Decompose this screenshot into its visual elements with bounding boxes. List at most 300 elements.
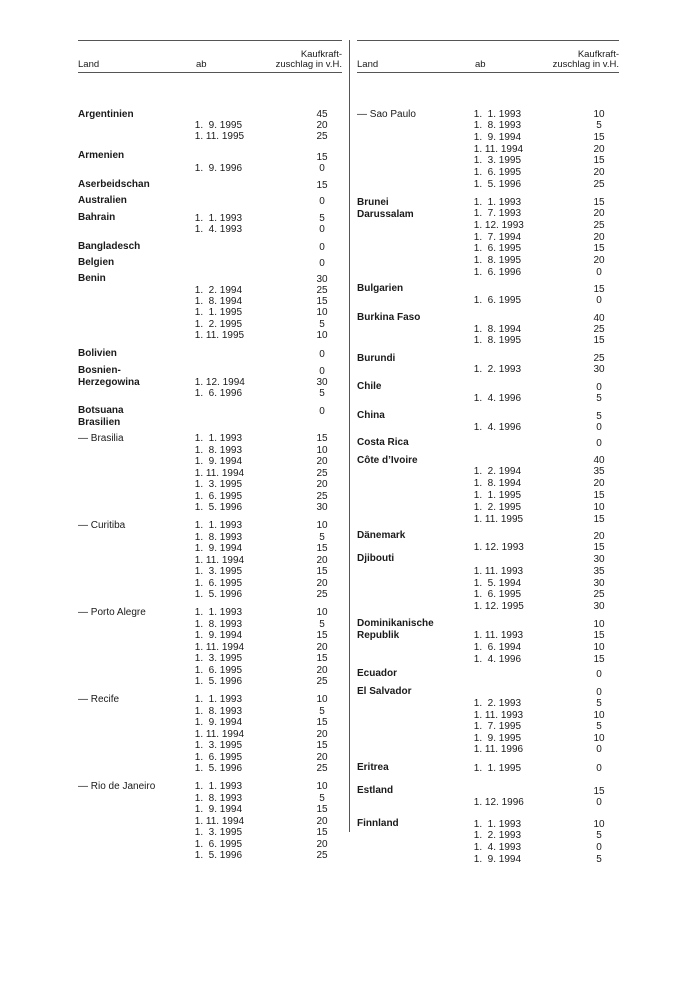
date-cell: 1. 2. 1993 (471, 830, 522, 841)
value-cell: 15 (593, 514, 605, 525)
date-cell: 1. 5. 1996 (471, 179, 522, 190)
value-cell: 30 (593, 364, 605, 375)
table-row (78, 804, 342, 815)
value-cell: 10 (593, 819, 605, 830)
table-row (357, 619, 619, 630)
value-cell: 20 (316, 555, 328, 566)
table-row (357, 208, 619, 219)
table-row (357, 179, 619, 190)
value-cell: 20 (316, 839, 328, 850)
date-cell: 1. 11. 1993 (471, 710, 524, 721)
date-cell: 1. 5. 1994 (471, 578, 522, 589)
table-row (357, 422, 619, 433)
date-cell: 1. 4. 1993 (471, 842, 522, 853)
value-cell: 15 (316, 804, 328, 815)
value-cell: 15 (316, 717, 328, 728)
country-name: El Salvador (357, 686, 412, 697)
table-row (78, 131, 342, 142)
date-cell: 1. 1. 1995 (471, 763, 522, 774)
date-cell: 1. 9. 1994 (192, 543, 243, 554)
table-row (78, 152, 342, 163)
table-row (357, 255, 619, 266)
date-cell: 1. 4. 1996 (471, 393, 522, 404)
table-row (357, 710, 619, 721)
value-cell: 20 (593, 144, 605, 155)
value-cell: 10 (316, 607, 328, 618)
table-row (78, 642, 342, 653)
table-row (357, 542, 619, 553)
value-cell: 10 (593, 109, 605, 120)
value-cell: 20 (316, 120, 328, 131)
date-cell: 1. 9. 1994 (471, 854, 522, 865)
value-cell: 5 (319, 388, 325, 399)
table-row (78, 349, 342, 360)
value-cell: 40 (593, 313, 605, 324)
header-land: Land (357, 59, 379, 70)
date-cell: 1. 6. 1995 (192, 491, 243, 502)
value-cell: 25 (593, 220, 605, 231)
value-cell: 35 (593, 566, 605, 577)
table-row (357, 763, 619, 774)
header-ab: ab (196, 59, 207, 70)
value-cell: 30 (316, 377, 328, 388)
header-land: Land (78, 59, 100, 70)
value-cell: 0 (596, 267, 602, 278)
value-cell: 10 (593, 642, 605, 653)
table-row (78, 224, 342, 235)
date-cell: 1. 3. 1995 (192, 653, 243, 664)
value-cell: 25 (316, 468, 328, 479)
country-name: — Rio de Janeiro (78, 781, 156, 792)
table-row (78, 630, 342, 641)
table-row (78, 456, 342, 467)
value-cell: 15 (593, 284, 605, 295)
value-cell: 0 (319, 406, 325, 417)
table-row (357, 411, 619, 422)
date-cell: 1. 1. 1993 (471, 819, 522, 830)
table-row (78, 406, 342, 417)
date-cell: 1. 11. 1994 (471, 144, 524, 155)
table-row (357, 313, 619, 324)
table-row (357, 295, 619, 306)
table-row (78, 366, 342, 377)
country-name: Bolivien (78, 348, 117, 359)
date-cell: 1. 5. 1996 (192, 763, 243, 774)
value-cell: 0 (319, 196, 325, 207)
value-cell: 20 (316, 752, 328, 763)
value-cell: 5 (319, 793, 325, 804)
table-row (78, 258, 342, 269)
date-cell: 1. 3. 1995 (192, 566, 243, 577)
value-cell: 20 (593, 531, 605, 542)
table-row (357, 478, 619, 489)
table-row (357, 284, 619, 295)
value-cell: 15 (593, 155, 605, 166)
table-row (78, 532, 342, 543)
table-row (357, 490, 619, 501)
value-cell: 5 (319, 532, 325, 543)
table-row (357, 243, 619, 254)
date-cell: 1. 4. 1996 (471, 654, 522, 665)
table-row (357, 220, 619, 231)
date-cell: 1. 6. 1996 (471, 267, 522, 278)
date-cell: 1. 1. 1993 (192, 607, 243, 618)
value-cell: 15 (593, 654, 605, 665)
table-row (78, 120, 342, 131)
value-cell: 5 (596, 393, 602, 404)
date-cell: 1. 5. 1996 (192, 676, 243, 687)
value-cell: 15 (593, 243, 605, 254)
country-name: — Recife (78, 694, 120, 705)
table-row (78, 330, 342, 341)
value-cell: 0 (319, 349, 325, 360)
table-row (78, 653, 342, 664)
table-row (357, 393, 619, 404)
value-cell: 5 (596, 854, 602, 865)
value-cell: 20 (316, 456, 328, 467)
date-cell: 1. 8. 1994 (192, 296, 243, 307)
date-cell: 1. 7. 1995 (471, 721, 522, 732)
date-cell: 1. 11. 1995 (192, 131, 245, 142)
table-row (78, 763, 342, 774)
value-cell: 20 (593, 232, 605, 243)
right-column (357, 40, 619, 865)
country-name: Australien (78, 195, 127, 206)
country-name: — Porto Alegre (78, 607, 146, 618)
table-row (357, 502, 619, 513)
table-row (357, 744, 619, 755)
country-name: Burundi (357, 353, 396, 364)
table-row (357, 642, 619, 653)
table-row (78, 589, 342, 600)
table-row (357, 109, 619, 120)
table-row (78, 578, 342, 589)
date-cell: 1. 9. 1994 (192, 804, 243, 815)
left-column (78, 40, 342, 861)
date-cell: 1. 12. 1995 (471, 601, 524, 612)
date-cell: 1. 3. 1995 (471, 155, 522, 166)
value-cell: 25 (316, 285, 328, 296)
date-cell: 1. 11. 1994 (192, 729, 245, 740)
country-name: — Brasilia (78, 433, 124, 444)
date-cell: 1. 1. 1995 (192, 307, 243, 318)
value-cell: 0 (596, 842, 602, 853)
date-cell: 1. 1. 1993 (471, 109, 522, 120)
table-row (357, 353, 619, 364)
value-cell: 40 (593, 455, 605, 466)
country-name: Dänemark (357, 530, 406, 541)
country-name: — Sao Paulo (357, 109, 416, 120)
table-row (78, 717, 342, 728)
date-cell: 1. 9. 1995 (192, 120, 243, 131)
value-cell: 15 (593, 335, 605, 346)
table-row (357, 566, 619, 577)
table-row (357, 531, 619, 542)
value-cell: 0 (596, 797, 602, 808)
date-cell: 1. 9. 1994 (192, 630, 243, 641)
table-row (78, 377, 342, 388)
value-cell: 15 (593, 197, 605, 208)
value-cell: 5 (596, 120, 602, 131)
country-name: Brunei Darussalam (357, 197, 414, 220)
date-cell: 1. 11. 1994 (192, 555, 245, 566)
table-row (78, 196, 342, 207)
date-cell: 1. 12. 1996 (471, 797, 524, 808)
table-row (357, 132, 619, 143)
table-row (357, 554, 619, 565)
date-cell: 1. 11. 1993 (471, 566, 524, 577)
country-name: Ecuador (357, 668, 398, 679)
value-cell: 20 (593, 478, 605, 489)
value-cell: 0 (319, 163, 325, 174)
date-cell: 1. 8. 1995 (471, 255, 522, 266)
value-cell: 10 (316, 307, 328, 318)
value-cell: 25 (316, 491, 328, 502)
header-ab: ab (475, 59, 486, 70)
date-cell: 1. 8. 1993 (471, 120, 522, 131)
table-row (357, 155, 619, 166)
table-row (78, 665, 342, 676)
date-cell: 1. 11. 1994 (192, 642, 245, 653)
country-name: Aserbeidschan (78, 179, 150, 190)
table-row (78, 781, 342, 792)
table-row (357, 438, 619, 449)
value-cell: 0 (319, 242, 325, 253)
table-row (78, 729, 342, 740)
value-cell: 25 (316, 763, 328, 774)
country-name: Côte d’Ivoire (357, 455, 418, 466)
date-cell: 1. 9. 1995 (471, 733, 522, 744)
table-row (78, 839, 342, 850)
value-cell: 15 (593, 630, 605, 641)
date-cell: 1. 6. 1994 (471, 642, 522, 653)
value-cell: 0 (596, 763, 602, 774)
value-cell: 10 (316, 781, 328, 792)
date-cell: 1. 2. 1993 (471, 698, 522, 709)
value-cell: 0 (596, 744, 602, 755)
value-cell: 5 (596, 411, 602, 422)
table-row (357, 797, 619, 808)
country-name: Djibouti (357, 553, 395, 564)
value-cell: 25 (593, 589, 605, 600)
date-cell: 1. 1. 1995 (471, 490, 522, 501)
date-cell: 1. 11. 1995 (192, 330, 245, 341)
table-row (357, 654, 619, 665)
value-cell: 15 (316, 566, 328, 577)
table-row (78, 433, 342, 444)
value-cell: 25 (593, 324, 605, 335)
table-row (78, 388, 342, 399)
country-name: Bangladesch (78, 241, 141, 252)
table-row (78, 445, 342, 456)
value-cell: 15 (593, 132, 605, 143)
date-cell: 1. 8. 1994 (471, 324, 522, 335)
value-cell: 15 (316, 653, 328, 664)
table-row (357, 830, 619, 841)
value-cell: 10 (316, 330, 328, 341)
table-row (78, 676, 342, 687)
date-cell: 1. 6. 1995 (471, 243, 522, 254)
table-row (78, 109, 342, 120)
table-row (78, 793, 342, 804)
table-row (78, 296, 342, 307)
date-cell: 1. 8. 1993 (192, 619, 243, 630)
value-cell: 10 (316, 445, 328, 456)
date-cell: 1. 6. 1995 (471, 295, 522, 306)
table-row (357, 698, 619, 709)
table-row (78, 520, 342, 531)
value-cell: 0 (596, 438, 602, 449)
table-row (78, 213, 342, 224)
table-row (357, 335, 619, 346)
date-cell: 1. 5. 1996 (192, 502, 243, 513)
date-cell: 1. 4. 1993 (192, 224, 243, 235)
value-cell: 15 (316, 827, 328, 838)
date-cell: 1. 6. 1996 (192, 388, 243, 399)
value-cell: 20 (316, 642, 328, 653)
table-row (78, 740, 342, 751)
date-cell: 1. 8. 1993 (192, 532, 243, 543)
table-row (78, 319, 342, 330)
value-cell: 45 (316, 109, 328, 120)
table-row (357, 842, 619, 853)
value-cell: 10 (316, 694, 328, 705)
value-cell: 30 (593, 578, 605, 589)
value-cell: 5 (319, 213, 325, 224)
table-row (78, 706, 342, 717)
table-row (357, 364, 619, 375)
date-cell: 1. 11. 1996 (471, 744, 524, 755)
value-cell: 0 (596, 422, 602, 433)
value-cell: 15 (316, 740, 328, 751)
date-cell: 1. 3. 1995 (192, 740, 243, 751)
date-cell: 1. 9. 1994 (192, 456, 243, 467)
table-row (78, 468, 342, 479)
date-cell: 1. 2. 1994 (471, 466, 522, 477)
date-cell: 1. 12. 1994 (192, 377, 245, 388)
table-row (78, 491, 342, 502)
date-cell: 1. 9. 1994 (471, 132, 522, 143)
value-cell: 25 (593, 179, 605, 190)
table-row (357, 721, 619, 732)
table-row (78, 180, 342, 191)
date-cell: 1. 1. 1993 (192, 433, 243, 444)
value-cell: 20 (593, 167, 605, 178)
table-row (357, 854, 619, 865)
date-cell: 1. 6. 1995 (471, 167, 522, 178)
date-cell: 1. 1. 1993 (192, 694, 243, 705)
date-cell: 1. 9. 1996 (192, 163, 243, 174)
table-row (357, 514, 619, 525)
value-cell: 25 (593, 353, 605, 364)
value-cell: 15 (593, 786, 605, 797)
date-cell: 1. 6. 1995 (192, 578, 243, 589)
table-row (357, 578, 619, 589)
value-cell: 5 (319, 619, 325, 630)
value-cell: 20 (316, 729, 328, 740)
date-cell: 1. 11. 1993 (471, 630, 524, 641)
date-cell: 1. 6. 1995 (471, 589, 522, 600)
value-cell: 5 (319, 319, 325, 330)
table-header (78, 41, 342, 73)
table-header (357, 41, 619, 73)
value-cell: 30 (316, 274, 328, 285)
date-cell: 1. 2. 1995 (192, 319, 243, 330)
value-cell: 10 (593, 710, 605, 721)
value-cell: 0 (596, 669, 602, 680)
value-cell: 0 (319, 366, 325, 377)
country-name: Bulgarien (357, 283, 404, 294)
value-cell: 15 (316, 630, 328, 641)
header-zuschlag: Kaufkraft- zuschlag in v.H. (552, 49, 619, 70)
table-row (78, 285, 342, 296)
date-cell: 1. 8. 1993 (192, 793, 243, 804)
value-cell: 15 (316, 180, 328, 191)
table-row (78, 619, 342, 630)
value-cell: 10 (593, 502, 605, 513)
table-row (78, 307, 342, 318)
value-cell: 0 (596, 687, 602, 698)
country-name: Argentinien (78, 109, 134, 120)
table-row (357, 120, 619, 131)
table-row (357, 167, 619, 178)
value-cell: 0 (319, 258, 325, 269)
value-cell: 15 (316, 543, 328, 554)
country-name: Bahrain (78, 212, 116, 223)
value-cell: 10 (593, 619, 605, 630)
date-cell: 1. 1. 1993 (192, 520, 243, 531)
table-row (78, 543, 342, 554)
value-cell: 15 (593, 490, 605, 501)
value-cell: 15 (316, 433, 328, 444)
table-row (357, 267, 619, 278)
table-row (357, 144, 619, 155)
table-row (357, 786, 619, 797)
table-row (357, 733, 619, 744)
value-cell: 5 (596, 830, 602, 841)
date-cell: 1. 8. 1993 (192, 445, 243, 456)
date-cell: 1. 6. 1995 (192, 665, 243, 676)
value-cell: 15 (316, 296, 328, 307)
country-name: Belgien (78, 257, 115, 268)
date-cell: 1. 1. 1993 (471, 197, 522, 208)
country-name: Dominikanische Republik (357, 618, 434, 641)
date-cell: 1. 5. 1996 (192, 850, 243, 861)
date-cell: 1. 11. 1994 (192, 816, 245, 827)
value-cell: 25 (316, 850, 328, 861)
date-cell: 1. 3. 1995 (192, 479, 243, 490)
value-cell: 20 (316, 816, 328, 827)
value-cell: 10 (316, 520, 328, 531)
country-name: China (357, 410, 385, 421)
value-cell: 25 (316, 131, 328, 142)
value-cell: 0 (596, 295, 602, 306)
country-name: Bosnien- Herzegowina (78, 365, 140, 388)
table-row (357, 197, 619, 208)
country-name: Costa Rica (357, 437, 409, 448)
table-row (78, 242, 342, 253)
table-row (78, 850, 342, 861)
country-name: Armenien (78, 150, 125, 161)
date-cell: 1. 2. 1993 (471, 364, 522, 375)
table-row (357, 324, 619, 335)
value-cell: 30 (593, 601, 605, 612)
table-row (357, 687, 619, 698)
date-cell: 1. 1. 1993 (192, 781, 243, 792)
table-row (78, 163, 342, 174)
column-divider (349, 40, 350, 832)
country-name: Burkina Faso (357, 312, 421, 323)
